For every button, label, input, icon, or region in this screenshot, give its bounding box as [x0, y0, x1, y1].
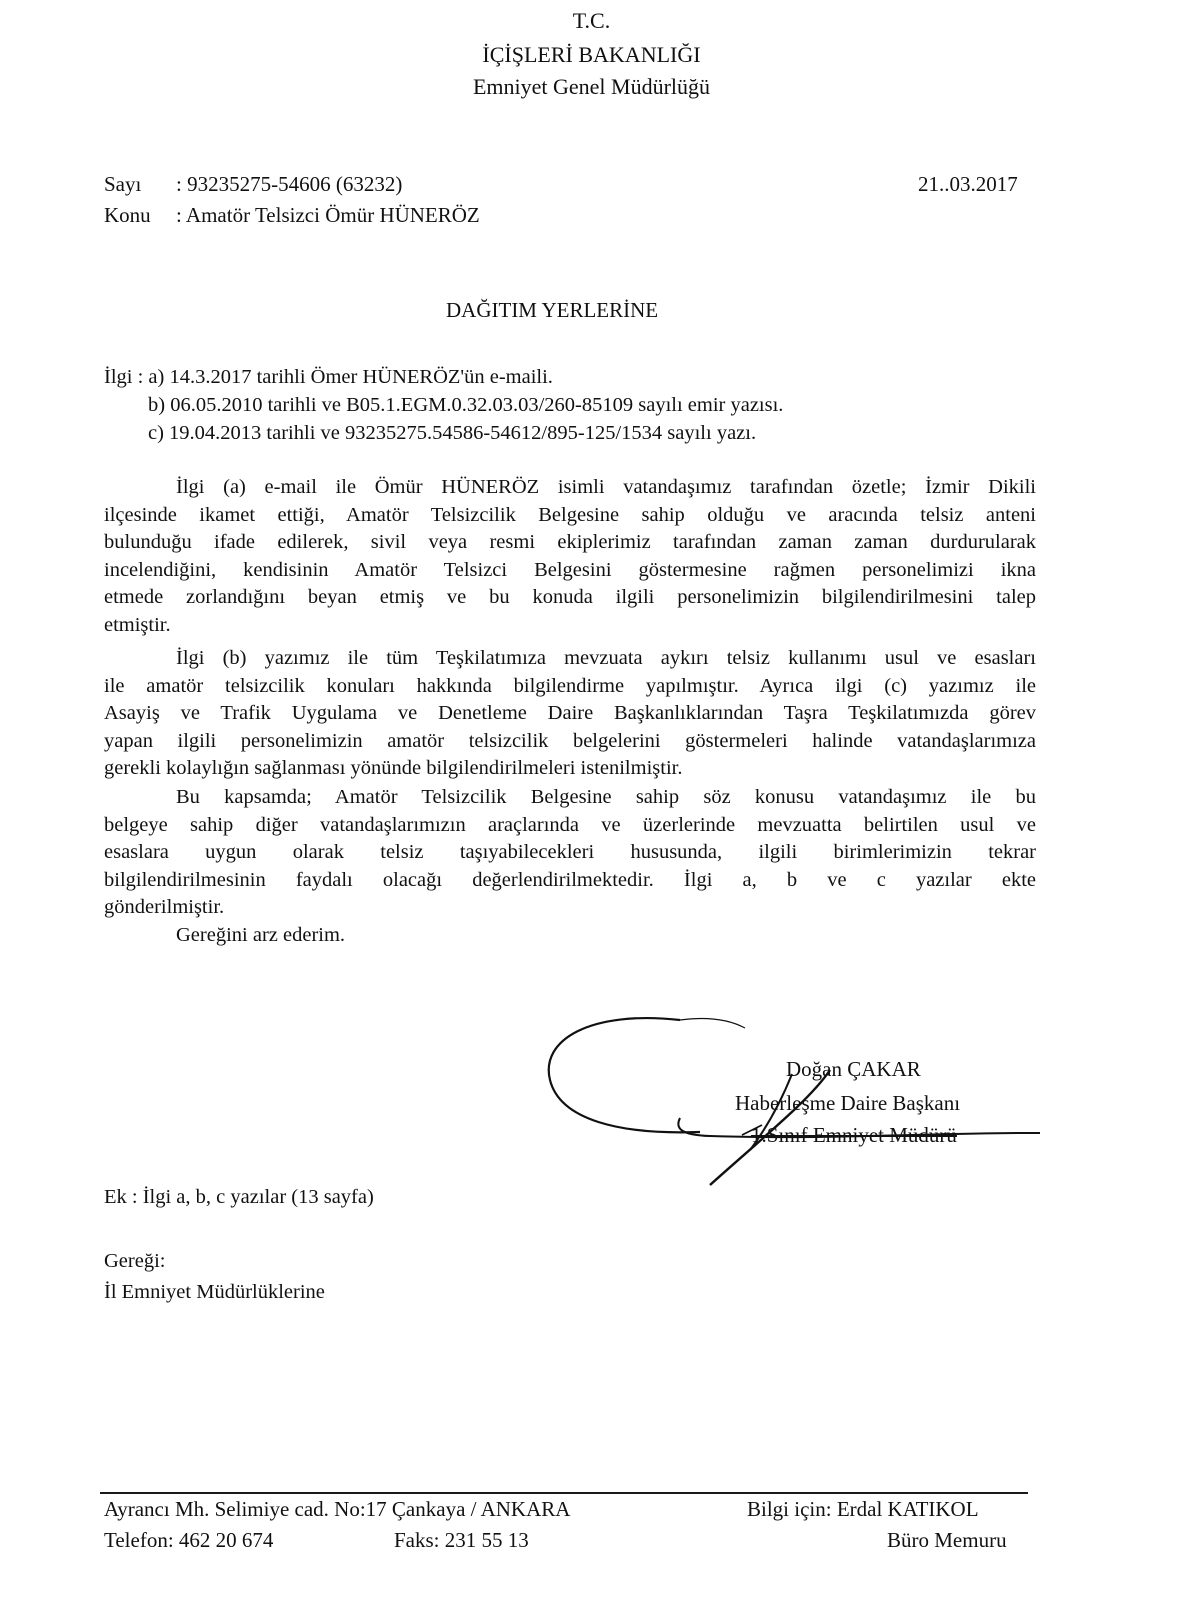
- p1-line: bulunduğu ifade edilerek, sivil veya resmi ekiplerimiz tarafından zaman zaman durdurularak: [104, 531, 1036, 553]
- ilgi-a: İlgi : a) 14.3.2017 tarihli Ömer HÜNERÖZ'ün e-maili.: [104, 366, 553, 388]
- konu-value: : Amatör Telsizci Ömür HÜNERÖZ: [176, 203, 480, 227]
- p3-line: gönderilmiştir.: [104, 896, 225, 918]
- p3-line: Bu kapsamda; Amatör Telsizcilik Belgesine sahip söz konusu vatandaşımız ile bu: [176, 786, 1036, 808]
- signatory-name: Doğan ÇAKAR: [786, 1057, 921, 1081]
- ilgi-c: c) 19.04.2013 tarihli ve 93235275.54586-54612/895-125/1534 sayılı yazı.: [148, 422, 757, 444]
- paragraph-1: [104, 474, 1036, 639]
- p1-line: etmiştir.: [104, 613, 171, 636]
- addressee: DAĞITIM YERLERİNE: [446, 298, 659, 322]
- closing-line: Gereğini arz ederim.: [176, 924, 346, 946]
- footer-info-title: Büro Memuru: [887, 1528, 1007, 1552]
- paragraph-2: [104, 645, 1036, 783]
- footer-divider: [100, 1492, 1028, 1494]
- ilgi-b: b) 06.05.2010 tarihli ve B05.1.EGM.0.32.03.03/260-85109 sayılı emir yazısı.: [148, 394, 784, 416]
- p1-line: ilçesinde ikamet ettiği, Amatör Telsizcilik Belgesine sahip olduğu ve aracında telsiz anteni: [104, 503, 1036, 526]
- signatory-rank: 1.Sınıf Emniyet Müdürü: [751, 1123, 957, 1147]
- p3-line: belgeye sahip diğer vatandaşlarımızın araçlarında ve üzerlerinde mevzuatta belirtilen usul ve: [104, 813, 1036, 836]
- p1-line: etmede zorlandığını beyan etmiş ve bu konuda ilgili personelimizin bilgilendirilmesini talep: [104, 586, 1036, 608]
- p2-line: gerekli kolaylığın sağlanması yönünde bilgilendirilmeleri istenilmiştir.: [104, 757, 683, 779]
- header-directorate: Emniyet Genel Müdürlüğü: [472, 74, 711, 99]
- footer-phone: Telefon: 462 20 674: [104, 1528, 274, 1552]
- paragraph-3: [104, 784, 1036, 922]
- p2-line: ile amatör telsizcilik konuları hakkında bilgilendirme yapılmıştır. Ayrıca ilgi (c) yazımız ile: [104, 674, 1036, 697]
- footer-info: Bilgi için: Erdal KATIKOL: [747, 1497, 979, 1521]
- p2-line: Asayiş ve Trafik Uygulama ve Denetleme Daire Başkanlıklarından Taşra Teşkilatımızda görev: [104, 702, 1036, 724]
- header-ministry: İÇİŞLERİ BAKANLIĞI: [482, 42, 701, 67]
- p1-line: İlgi (a) e-mail ile Ömür HÜNERÖZ isimli vatandaşımız tarafından özetle; İzmir Dikili: [176, 476, 1036, 498]
- distribution-label: Gereği:: [104, 1250, 166, 1272]
- footer-fax: Faks: 231 55 13: [394, 1528, 529, 1552]
- signatory-title: Haberleşme Daire Başkanı: [735, 1091, 961, 1115]
- document-date: 21..03.2017: [918, 172, 1018, 196]
- p2-line: İlgi (b) yazımız ile tüm Teşkilatımıza mevzuata aykırı telsiz kullanımı usul ve esasları: [176, 647, 1036, 669]
- konu-label: Konu: [104, 203, 151, 227]
- footer-address: Ayrancı Mh. Selimiye cad. No:17 Çankaya / ANKARA: [104, 1497, 571, 1521]
- header-tc: T.C.: [572, 8, 611, 33]
- p1-line: incelendiğini, kendisinin Amatör Telsizci Belgesini göstermesine rağmen personelimizi ikna: [104, 558, 1036, 581]
- attachment-line: Ek : İlgi a, b, c yazılar (13 sayfa): [104, 1186, 374, 1208]
- p3-line: esaslara uygun olarak telsiz taşıyabilecekleri hususunda, ilgili birimlerimizin tekrar: [104, 841, 1036, 863]
- p3-line: bilgilendirilmesinin faydalı olacağı değerlendirilmektedir. İlgi a, b ve c yazılar ekte: [104, 868, 1036, 891]
- distribution-recipient: İl Emniyet Müdürlüklerine: [104, 1281, 325, 1303]
- sayi-label: Sayı: [104, 172, 142, 196]
- sayi-value: : 93235275-54606 (63232): [176, 172, 403, 196]
- p2-line: yapan ilgili personelimizin amatör telsizcilik belgelerini göstermeleri halinde vatandaşlarımıza: [104, 729, 1036, 752]
